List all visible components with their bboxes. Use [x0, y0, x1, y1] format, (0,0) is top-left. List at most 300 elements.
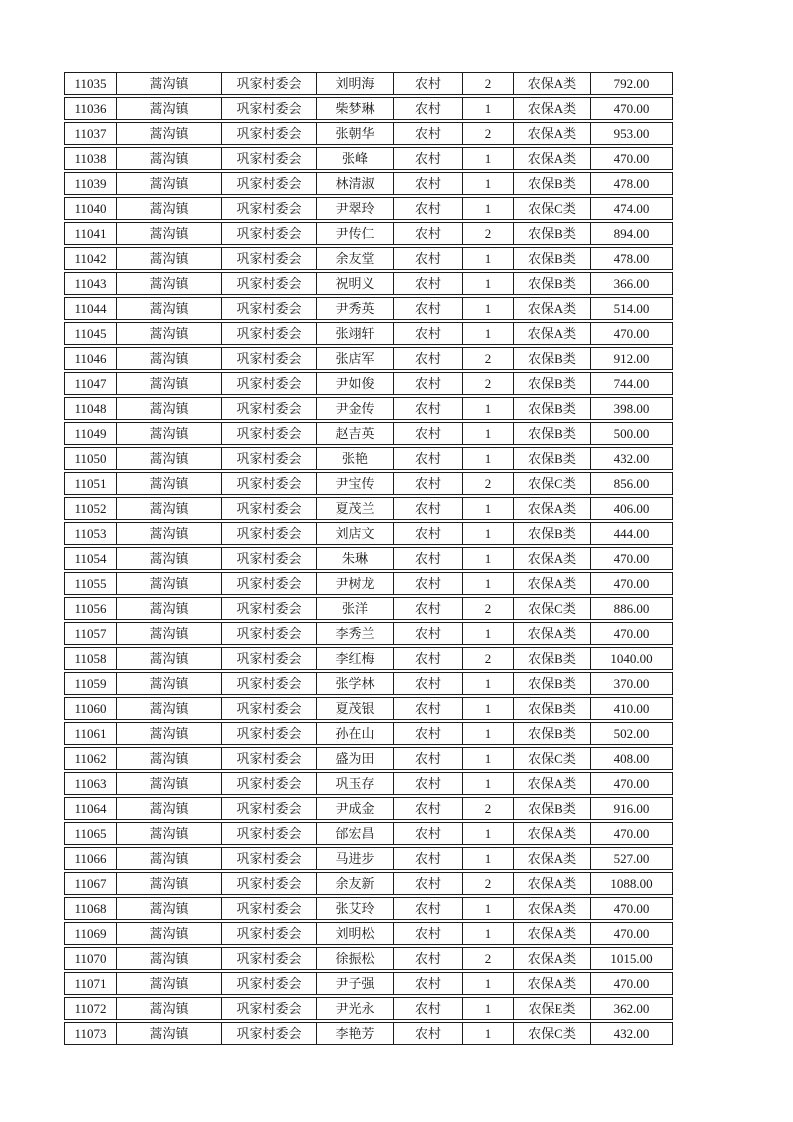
cell-residence: 农村	[393, 297, 462, 320]
cell-count: 1	[462, 322, 513, 345]
cell-residence: 农村	[393, 647, 462, 670]
cell-category: 农保A类	[513, 847, 590, 870]
table-row	[64, 672, 673, 695]
table-row	[64, 222, 673, 245]
cell-id: 11062	[64, 747, 116, 770]
cell-count: 1	[462, 847, 513, 870]
cell-town: 蒿沟镇	[116, 397, 221, 420]
cell-count: 2	[462, 597, 513, 620]
cell-category: 农保B类	[513, 697, 590, 720]
cell-village: 巩家村委会	[221, 372, 316, 395]
cell-village: 巩家村委会	[221, 622, 316, 645]
cell-id: 11058	[64, 647, 116, 670]
cell-amount: 470.00	[590, 322, 673, 345]
table-row	[64, 147, 673, 170]
cell-id: 11067	[64, 872, 116, 895]
cell-residence: 农村	[393, 822, 462, 845]
cell-id: 11041	[64, 222, 116, 245]
cell-name: 刘明海	[316, 72, 393, 95]
cell-id: 11055	[64, 572, 116, 595]
cell-amount: 470.00	[590, 97, 673, 120]
cell-category: 农保A类	[513, 122, 590, 145]
table-row	[64, 722, 673, 745]
table-row	[64, 272, 673, 295]
cell-count: 1	[462, 972, 513, 995]
cell-amount: 916.00	[590, 797, 673, 820]
table-row	[64, 197, 673, 220]
cell-count: 1	[462, 147, 513, 170]
cell-category: 农保A类	[513, 97, 590, 120]
cell-town: 蒿沟镇	[116, 447, 221, 470]
cell-village: 巩家村委会	[221, 772, 316, 795]
cell-name: 尹成金	[316, 797, 393, 820]
cell-id: 11051	[64, 472, 116, 495]
cell-category: 农保A类	[513, 947, 590, 970]
cell-town: 蒿沟镇	[116, 897, 221, 920]
cell-amount: 470.00	[590, 897, 673, 920]
cell-name: 李红梅	[316, 647, 393, 670]
cell-id: 11057	[64, 622, 116, 645]
cell-name: 林清淑	[316, 172, 393, 195]
cell-id: 11047	[64, 372, 116, 395]
table-row	[64, 97, 673, 120]
cell-name: 李艳芳	[316, 1022, 393, 1045]
cell-id: 11073	[64, 1022, 116, 1045]
cell-name: 刘明松	[316, 922, 393, 945]
table-row	[64, 447, 673, 470]
cell-residence: 农村	[393, 122, 462, 145]
cell-count: 1	[462, 822, 513, 845]
cell-category: 农保B类	[513, 522, 590, 545]
cell-name: 尹如俊	[316, 372, 393, 395]
cell-count: 1	[462, 172, 513, 195]
cell-category: 农保C类	[513, 197, 590, 220]
cell-village: 巩家村委会	[221, 247, 316, 270]
table-row	[64, 247, 673, 270]
cell-name: 李秀兰	[316, 622, 393, 645]
cell-town: 蒿沟镇	[116, 297, 221, 320]
table-row	[64, 372, 673, 395]
cell-amount: 470.00	[590, 622, 673, 645]
cell-id: 11071	[64, 972, 116, 995]
cell-village: 巩家村委会	[221, 522, 316, 545]
cell-category: 农保A类	[513, 897, 590, 920]
cell-amount: 500.00	[590, 422, 673, 445]
cell-town: 蒿沟镇	[116, 122, 221, 145]
table-row	[64, 897, 673, 920]
table-row	[64, 622, 673, 645]
cell-count: 1	[462, 697, 513, 720]
cell-town: 蒿沟镇	[116, 822, 221, 845]
cell-residence: 农村	[393, 797, 462, 820]
cell-name: 孙在山	[316, 722, 393, 745]
cell-town: 蒿沟镇	[116, 372, 221, 395]
cell-id: 11069	[64, 922, 116, 945]
cell-village: 巩家村委会	[221, 97, 316, 120]
cell-id: 11061	[64, 722, 116, 745]
cell-id: 11059	[64, 672, 116, 695]
cell-count: 1	[462, 747, 513, 770]
cell-town: 蒿沟镇	[116, 872, 221, 895]
cell-category: 农保A类	[513, 297, 590, 320]
cell-id: 11042	[64, 247, 116, 270]
cell-village: 巩家村委会	[221, 797, 316, 820]
cell-town: 蒿沟镇	[116, 547, 221, 570]
cell-town: 蒿沟镇	[116, 347, 221, 370]
cell-category: 农保A类	[513, 872, 590, 895]
cell-id: 11064	[64, 797, 116, 820]
cell-category: 农保E类	[513, 997, 590, 1020]
table-row	[64, 472, 673, 495]
cell-count: 1	[462, 772, 513, 795]
cell-town: 蒿沟镇	[116, 922, 221, 945]
cell-id: 11046	[64, 347, 116, 370]
cell-residence: 农村	[393, 847, 462, 870]
table-row	[64, 297, 673, 320]
cell-category: 农保A类	[513, 972, 590, 995]
cell-village: 巩家村委会	[221, 572, 316, 595]
cell-name: 尹光永	[316, 997, 393, 1020]
payment-roster-body	[64, 72, 673, 1045]
cell-id: 11036	[64, 97, 116, 120]
cell-category: 农保A类	[513, 622, 590, 645]
cell-id: 11039	[64, 172, 116, 195]
table-row	[64, 747, 673, 770]
cell-town: 蒿沟镇	[116, 647, 221, 670]
cell-residence: 农村	[393, 772, 462, 795]
cell-village: 巩家村委会	[221, 272, 316, 295]
cell-residence: 农村	[393, 622, 462, 645]
cell-village: 巩家村委会	[221, 222, 316, 245]
cell-residence: 农村	[393, 497, 462, 520]
cell-town: 蒿沟镇	[116, 797, 221, 820]
cell-category: 农保B类	[513, 447, 590, 470]
cell-category: 农保B类	[513, 247, 590, 270]
cell-count: 2	[462, 347, 513, 370]
cell-town: 蒿沟镇	[116, 72, 221, 95]
cell-town: 蒿沟镇	[116, 1022, 221, 1045]
cell-category: 农保A类	[513, 147, 590, 170]
cell-category: 农保B类	[513, 397, 590, 420]
cell-town: 蒿沟镇	[116, 172, 221, 195]
table-row	[64, 522, 673, 545]
cell-name: 尹子强	[316, 972, 393, 995]
cell-residence: 农村	[393, 972, 462, 995]
cell-town: 蒿沟镇	[116, 222, 221, 245]
cell-count: 1	[462, 547, 513, 570]
cell-category: 农保B类	[513, 647, 590, 670]
cell-id: 11045	[64, 322, 116, 345]
cell-village: 巩家村委会	[221, 597, 316, 620]
cell-amount: 1040.00	[590, 647, 673, 670]
cell-name: 巩玉存	[316, 772, 393, 795]
cell-amount: 406.00	[590, 497, 673, 520]
cell-id: 11043	[64, 272, 116, 295]
cell-village: 巩家村委会	[221, 722, 316, 745]
cell-category: 农保B类	[513, 672, 590, 695]
cell-residence: 农村	[393, 172, 462, 195]
cell-name: 祝明义	[316, 272, 393, 295]
cell-residence: 农村	[393, 522, 462, 545]
cell-name: 邰宏昌	[316, 822, 393, 845]
cell-residence: 农村	[393, 722, 462, 745]
table-row	[64, 797, 673, 820]
cell-town: 蒿沟镇	[116, 497, 221, 520]
table-row	[64, 697, 673, 720]
cell-town: 蒿沟镇	[116, 947, 221, 970]
cell-category: 农保A类	[513, 497, 590, 520]
cell-village: 巩家村委会	[221, 347, 316, 370]
cell-name: 尹宝传	[316, 472, 393, 495]
cell-residence: 农村	[393, 197, 462, 220]
cell-town: 蒿沟镇	[116, 997, 221, 1020]
cell-town: 蒿沟镇	[116, 622, 221, 645]
cell-amount: 470.00	[590, 972, 673, 995]
cell-town: 蒿沟镇	[116, 697, 221, 720]
cell-count: 1	[462, 497, 513, 520]
cell-name: 夏茂兰	[316, 497, 393, 520]
cell-village: 巩家村委会	[221, 397, 316, 420]
cell-town: 蒿沟镇	[116, 422, 221, 445]
cell-residence: 农村	[393, 947, 462, 970]
cell-residence: 农村	[393, 672, 462, 695]
cell-amount: 470.00	[590, 572, 673, 595]
cell-amount: 792.00	[590, 72, 673, 95]
cell-residence: 农村	[393, 247, 462, 270]
cell-residence: 农村	[393, 897, 462, 920]
cell-name: 张学林	[316, 672, 393, 695]
cell-village: 巩家村委会	[221, 972, 316, 995]
table-row	[64, 772, 673, 795]
cell-residence: 农村	[393, 922, 462, 945]
cell-category: 农保B类	[513, 372, 590, 395]
table-row	[64, 72, 673, 95]
cell-name: 张艳	[316, 447, 393, 470]
cell-id: 11066	[64, 847, 116, 870]
cell-count: 1	[462, 247, 513, 270]
cell-amount: 470.00	[590, 147, 673, 170]
cell-id: 11072	[64, 997, 116, 1020]
cell-residence: 农村	[393, 472, 462, 495]
payment-roster-table	[64, 70, 673, 1047]
cell-amount: 1088.00	[590, 872, 673, 895]
cell-residence: 农村	[393, 97, 462, 120]
table-row	[64, 847, 673, 870]
table-row	[64, 497, 673, 520]
cell-name: 尹树龙	[316, 572, 393, 595]
cell-village: 巩家村委会	[221, 672, 316, 695]
cell-village: 巩家村委会	[221, 497, 316, 520]
cell-amount: 366.00	[590, 272, 673, 295]
cell-amount: 527.00	[590, 847, 673, 870]
cell-amount: 408.00	[590, 747, 673, 770]
cell-amount: 470.00	[590, 822, 673, 845]
cell-village: 巩家村委会	[221, 872, 316, 895]
cell-count: 1	[462, 422, 513, 445]
table-row	[64, 922, 673, 945]
cell-amount: 856.00	[590, 472, 673, 495]
cell-category: 农保C类	[513, 1022, 590, 1045]
cell-count: 2	[462, 372, 513, 395]
cell-village: 巩家村委会	[221, 197, 316, 220]
table-row	[64, 547, 673, 570]
cell-village: 巩家村委会	[221, 547, 316, 570]
table-row	[64, 347, 673, 370]
table-row	[64, 947, 673, 970]
cell-town: 蒿沟镇	[116, 747, 221, 770]
cell-amount: 894.00	[590, 222, 673, 245]
cell-amount: 478.00	[590, 247, 673, 270]
cell-id: 11065	[64, 822, 116, 845]
cell-amount: 410.00	[590, 697, 673, 720]
cell-amount: 444.00	[590, 522, 673, 545]
cell-amount: 370.00	[590, 672, 673, 695]
cell-residence: 农村	[393, 397, 462, 420]
cell-residence: 农村	[393, 997, 462, 1020]
cell-residence: 农村	[393, 872, 462, 895]
cell-category: 农保B类	[513, 222, 590, 245]
cell-village: 巩家村委会	[221, 922, 316, 945]
cell-name: 朱琳	[316, 547, 393, 570]
cell-town: 蒿沟镇	[116, 572, 221, 595]
cell-name: 张峰	[316, 147, 393, 170]
cell-category: 农保B类	[513, 347, 590, 370]
cell-residence: 农村	[393, 322, 462, 345]
cell-id: 11049	[64, 422, 116, 445]
cell-name: 盛为田	[316, 747, 393, 770]
cell-village: 巩家村委会	[221, 822, 316, 845]
cell-amount: 432.00	[590, 447, 673, 470]
table-row	[64, 422, 673, 445]
cell-id: 11053	[64, 522, 116, 545]
cell-name: 马进步	[316, 847, 393, 870]
cell-count: 2	[462, 947, 513, 970]
cell-name: 张艾玲	[316, 897, 393, 920]
cell-count: 2	[462, 222, 513, 245]
cell-name: 余友新	[316, 872, 393, 895]
cell-residence: 农村	[393, 1022, 462, 1045]
cell-amount: 478.00	[590, 172, 673, 195]
cell-count: 1	[462, 522, 513, 545]
cell-category: 农保B类	[513, 797, 590, 820]
cell-name: 张店军	[316, 347, 393, 370]
cell-id: 11070	[64, 947, 116, 970]
cell-category: 农保A类	[513, 547, 590, 570]
cell-residence: 农村	[393, 147, 462, 170]
cell-amount: 514.00	[590, 297, 673, 320]
cell-name: 刘店文	[316, 522, 393, 545]
cell-town: 蒿沟镇	[116, 322, 221, 345]
cell-residence: 农村	[393, 547, 462, 570]
cell-id: 11035	[64, 72, 116, 95]
cell-town: 蒿沟镇	[116, 972, 221, 995]
table-row	[64, 1022, 673, 1045]
cell-name: 尹金传	[316, 397, 393, 420]
cell-category: 农保A类	[513, 322, 590, 345]
cell-name: 徐振松	[316, 947, 393, 970]
cell-name: 夏茂银	[316, 697, 393, 720]
cell-village: 巩家村委会	[221, 472, 316, 495]
cell-amount: 470.00	[590, 547, 673, 570]
cell-village: 巩家村委会	[221, 997, 316, 1020]
table-row	[64, 647, 673, 670]
cell-count: 2	[462, 122, 513, 145]
table-row	[64, 397, 673, 420]
table-row	[64, 872, 673, 895]
cell-count: 1	[462, 297, 513, 320]
cell-amount: 474.00	[590, 197, 673, 220]
cell-category: 农保C类	[513, 472, 590, 495]
cell-residence: 农村	[393, 272, 462, 295]
cell-category: 农保B类	[513, 422, 590, 445]
cell-village: 巩家村委会	[221, 697, 316, 720]
cell-village: 巩家村委会	[221, 847, 316, 870]
cell-amount: 744.00	[590, 372, 673, 395]
cell-village: 巩家村委会	[221, 1022, 316, 1045]
cell-name: 张洋	[316, 597, 393, 620]
cell-name: 尹传仁	[316, 222, 393, 245]
cell-residence: 农村	[393, 372, 462, 395]
cell-town: 蒿沟镇	[116, 247, 221, 270]
cell-name: 张翊轩	[316, 322, 393, 345]
cell-category: 农保A类	[513, 72, 590, 95]
cell-count: 1	[462, 722, 513, 745]
cell-amount: 502.00	[590, 722, 673, 745]
cell-residence: 农村	[393, 222, 462, 245]
cell-residence: 农村	[393, 747, 462, 770]
cell-count: 1	[462, 997, 513, 1020]
cell-count: 1	[462, 97, 513, 120]
cell-amount: 886.00	[590, 597, 673, 620]
cell-count: 1	[462, 922, 513, 945]
cell-count: 2	[462, 472, 513, 495]
cell-amount: 1015.00	[590, 947, 673, 970]
cell-village: 巩家村委会	[221, 322, 316, 345]
cell-residence: 农村	[393, 697, 462, 720]
cell-id: 11060	[64, 697, 116, 720]
cell-id: 11050	[64, 447, 116, 470]
cell-id: 11048	[64, 397, 116, 420]
cell-village: 巩家村委会	[221, 747, 316, 770]
cell-amount: 470.00	[590, 772, 673, 795]
cell-village: 巩家村委会	[221, 447, 316, 470]
cell-category: 农保A类	[513, 922, 590, 945]
cell-town: 蒿沟镇	[116, 672, 221, 695]
cell-town: 蒿沟镇	[116, 472, 221, 495]
table-row	[64, 572, 673, 595]
table-row	[64, 172, 673, 195]
cell-count: 1	[462, 622, 513, 645]
cell-town: 蒿沟镇	[116, 97, 221, 120]
table-row	[64, 322, 673, 345]
cell-amount: 362.00	[590, 997, 673, 1020]
cell-category: 农保C类	[513, 597, 590, 620]
cell-count: 1	[462, 897, 513, 920]
cell-count: 2	[462, 647, 513, 670]
cell-town: 蒿沟镇	[116, 772, 221, 795]
cell-count: 1	[462, 397, 513, 420]
cell-id: 11052	[64, 497, 116, 520]
cell-town: 蒿沟镇	[116, 147, 221, 170]
cell-town: 蒿沟镇	[116, 272, 221, 295]
cell-count: 1	[462, 572, 513, 595]
cell-village: 巩家村委会	[221, 147, 316, 170]
cell-category: 农保A类	[513, 772, 590, 795]
cell-village: 巩家村委会	[221, 172, 316, 195]
cell-amount: 912.00	[590, 347, 673, 370]
table-row	[64, 972, 673, 995]
cell-id: 11040	[64, 197, 116, 220]
